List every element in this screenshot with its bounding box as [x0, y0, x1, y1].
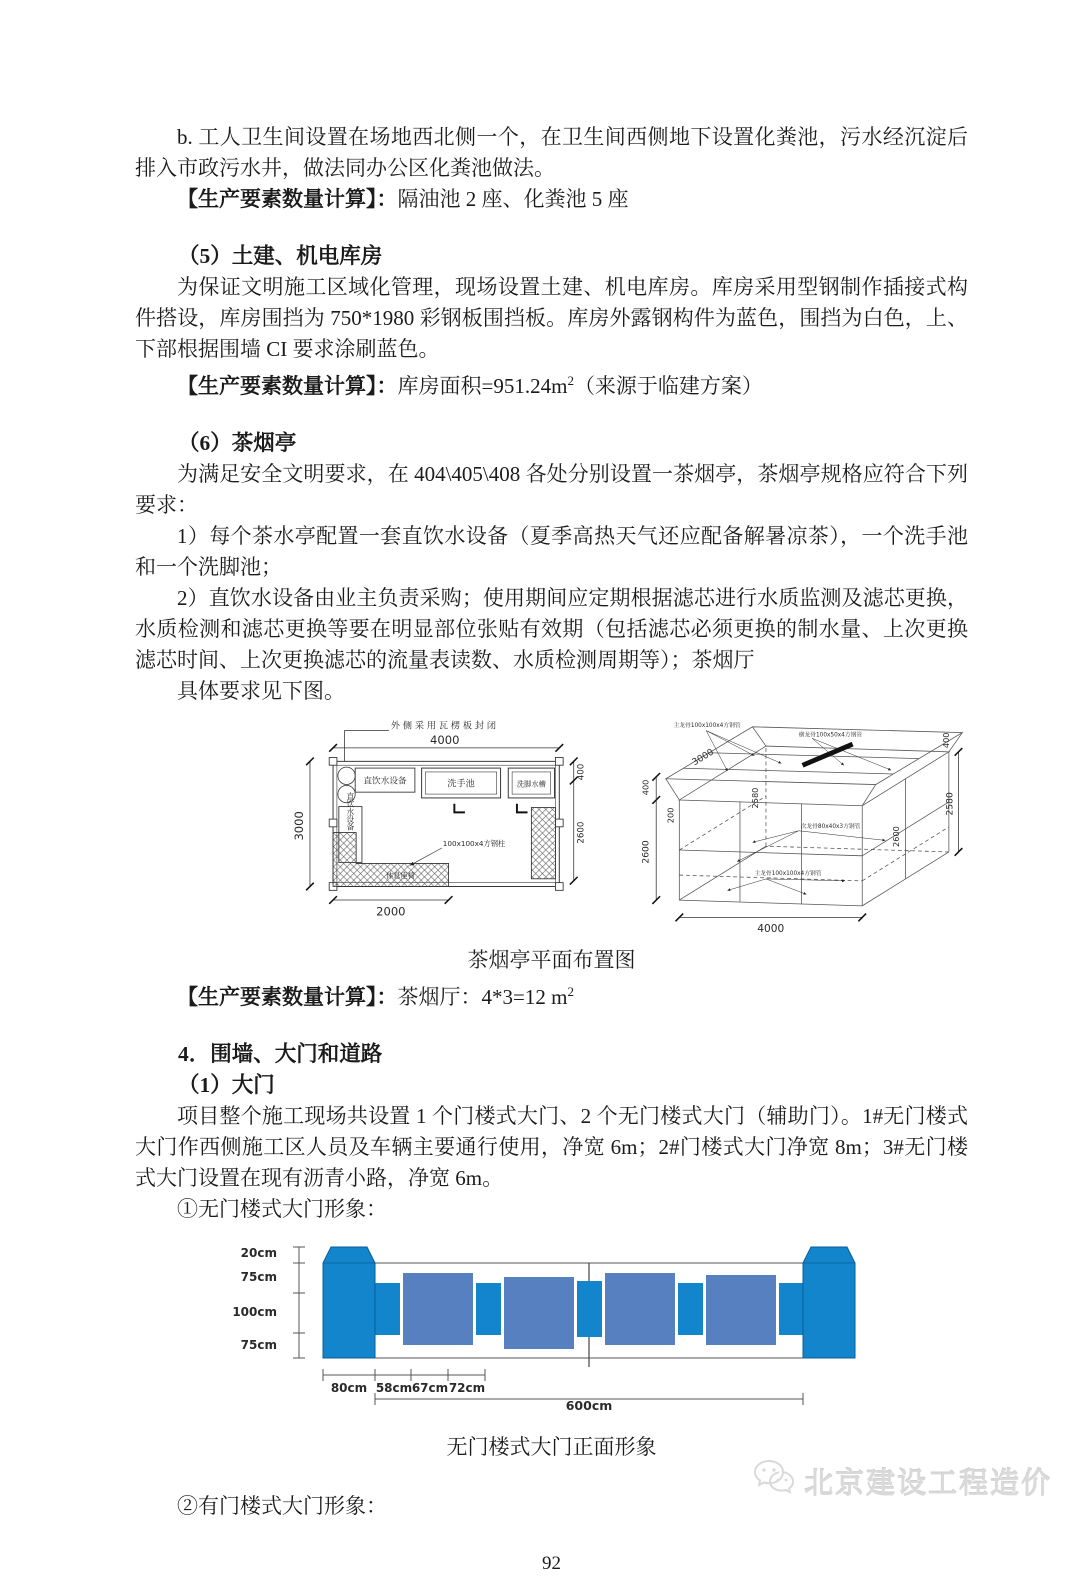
- plan-dim-top: 4000: [430, 733, 460, 748]
- list-item-1: 1）每个茶水亭配置一套直饮水设备（夏季高热天气还应配备解暑凉茶），一个洗手池和一个洗脚池；: [135, 524, 968, 579]
- axon-callout-bottom: 主龙骨100x100x4方钢管: [754, 871, 822, 878]
- tea-pavilion-figure: [283, 711, 968, 939]
- axon-dim-bottom: 4000: [757, 922, 785, 935]
- calc-line-warehouse: [135, 365, 968, 402]
- axon-dim-left-mid: 200: [665, 807, 676, 824]
- paragraph-gates: 项目整个施工现场共设置 1 个门楼式大门、2 个无门楼式大门（辅助门）。1#无门楼式大门作西侧施工区人员及车辆主要通行使用，净宽 6m；2#门楼式大门净宽 8m；3#无门楼式大门设置在现有沥青小路，净宽 6m。: [135, 1104, 968, 1190]
- axon-callout-top1: 主龙骨100x100x4方钢管: [673, 722, 741, 729]
- gate-left-pillar: [323, 1247, 375, 1358]
- heading-section-4: 4．围墙、大门和道路: [178, 1042, 383, 1066]
- calc-value-post: （来源于临建方案）: [573, 374, 763, 398]
- heading-section-5: （5）土建、机电库房: [178, 244, 383, 268]
- plan-label-hand-sink: 洗手池: [447, 779, 475, 790]
- heading-section-6: （6）茶烟亭: [178, 431, 297, 455]
- calc-label: 【生产要素数量计算】：: [177, 985, 398, 1009]
- plan-label-foot-sink: 洗脚水槽: [516, 779, 546, 789]
- gate-figure: [213, 1233, 968, 1416]
- gate-dim-20cm: 20cm: [240, 1246, 277, 1260]
- gate1-label: ①无门楼式大门形象：: [177, 1197, 387, 1221]
- gate2-label: ②有门楼式大门形象：: [177, 1494, 387, 1518]
- calc-value-pre: 库房面积=951.24m: [397, 374, 568, 398]
- page-number: 92: [542, 1553, 561, 1574]
- plan-dim-right-lower: 2600: [576, 821, 587, 844]
- axon-dim-inner-left: 2580: [750, 787, 761, 809]
- superscript-2: 2: [567, 984, 574, 999]
- plan-label-water-equipment: 直饮水设备: [363, 776, 407, 787]
- axon-dim-left-top: 400: [640, 779, 651, 796]
- paragraph-tea-pavilion: 为满足安全文明要求，在 404\405\408 各处分别设置一茶烟亭，茶烟亭规格应符合下列要求：: [135, 462, 968, 517]
- figure1-caption: 茶烟亭平面布置图: [467, 948, 636, 972]
- axon-dim-depth: 3000: [690, 747, 716, 769]
- gate-dim-100cm: 100cm: [232, 1305, 277, 1319]
- heading-gate: （1）大门: [178, 1073, 275, 1097]
- axon-dim-top-right: 400: [940, 732, 951, 749]
- gate-dim-58cm: 58cm: [375, 1381, 413, 1395]
- figure2-caption: 无门楼式大门正面形象: [446, 1435, 657, 1459]
- calc-value-pre: 茶烟厅：4*3=12 m: [397, 985, 568, 1009]
- leader-line: [345, 731, 389, 762]
- gate-right-pillar: [803, 1247, 855, 1358]
- plan-screen-area: [531, 808, 555, 879]
- plan-dim-right-upper: 400: [576, 763, 587, 781]
- plan-dim-bottom: 2000: [376, 904, 406, 919]
- plan-top-note: 外侧采用瓦楞板封闭: [390, 721, 499, 732]
- gate-dim-600cm: 600cm: [565, 1398, 613, 1411]
- tea-pavilion-plan-diagram: [283, 711, 596, 933]
- watermark-brand: 北京建设工程造价: [803, 1467, 1052, 1500]
- column-symbol: [454, 804, 465, 813]
- plan-dim-left: 3000: [292, 811, 307, 841]
- plan-label-seat: 休息座椅: [386, 870, 415, 880]
- list-item-2b: 具体要求见下图。: [177, 679, 345, 703]
- superscript-2: 2: [567, 373, 574, 388]
- axon-callout-top2: 横龙骨100x50x4方钢管: [798, 732, 863, 739]
- gate-dim-72cm: 72cm: [448, 1381, 486, 1395]
- calc-label: 【生产要素数量计算】：: [177, 187, 398, 211]
- paragraph-warehouse: 为保证文明施工区域化管理，现场设置土建、机电库房。库房采用型钢制作插接式构件搭设，库房围挡为 750*1980 彩钢板围挡板。库房外露钢构件为蓝色，围挡为白色，上、下部根据围墙 CI 要求涂刷蓝色。: [135, 275, 968, 361]
- list-item-2: 2）直饮水设备由业主负责采购；使用期间应定期根据滤芯进行水质监测及滤芯更换，水质检测和滤芯更换等要在明显部位张贴有效期（包括滤芯必须更换的制水量、上次更换滤芯时间、上次更换滤芯的流量表读数、水质检测周期等）；茶烟厅: [135, 586, 968, 672]
- wechat-icon: [752, 1458, 796, 1504]
- plan-column-callout: 100x100x4方钢柱: [442, 839, 506, 849]
- gate-dim-80cm: 80cm: [330, 1381, 368, 1395]
- calc-line-septic: [135, 184, 968, 215]
- gate-dim-75cm-bottom: 75cm: [240, 1338, 277, 1352]
- gate-dim-67cm: 67cm: [411, 1381, 449, 1395]
- axon-dim-left-bottom: 2600: [641, 840, 652, 864]
- tea-pavilion-axonometric-diagram: [610, 711, 968, 939]
- calc-label: 【生产要素数量计算】：: [177, 374, 398, 398]
- column-symbol: [517, 804, 528, 813]
- gate-dim-75cm-top: 75cm: [240, 1270, 277, 1284]
- axon-callout-mid: 次龙骨80x40x3方钢管: [800, 823, 861, 830]
- axon-dim-right-inner: 2600: [890, 826, 901, 847]
- calc-line-tea: [135, 976, 968, 1013]
- axon-dim-right-outer: 2580: [945, 792, 956, 816]
- plan-label-water-equipment-vertical: 直饮水设备: [345, 792, 355, 831]
- calc-value: 隔油池 2 座、化粪池 5 座: [397, 187, 629, 211]
- watermark: [752, 1458, 1052, 1504]
- gate-elevation-diagram: [213, 1233, 873, 1411]
- paragraph-worker-toilet: b. 工人卫生间设置在场地西北侧一个，在卫生间西侧地下设置化粪池，污水经沉淀后排入市政污水井，做法同办公区化粪池做法。: [135, 125, 968, 180]
